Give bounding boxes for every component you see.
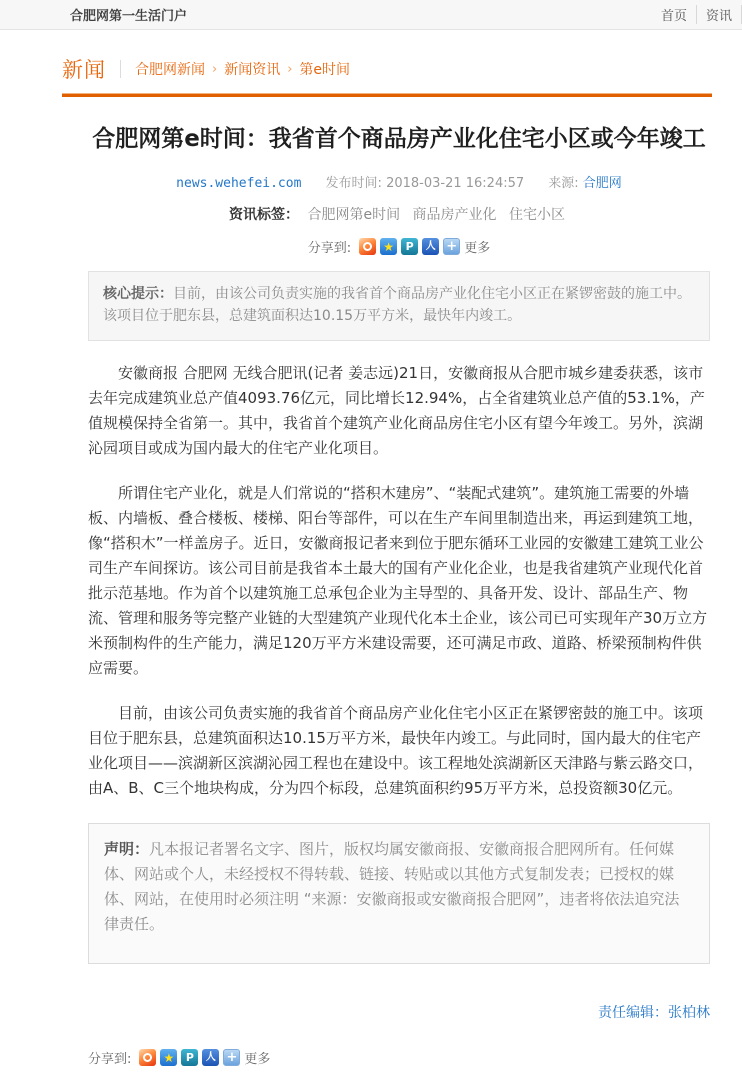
renren-share-icon[interactable]: 人 [422, 238, 439, 255]
top-nav-home[interactable]: 首页 [652, 5, 697, 24]
editor-row [88, 1002, 710, 1022]
weibo-share-icon[interactable] [359, 238, 376, 255]
paragraph: 目前，由该公司负责实施的我省首个商品房产业化住宅小区正在紧锣密鼓的施工中。该项目位于肥东县，总建筑面积达10.15万平方米，最快年内竣工。与此同时，国内最大的住宅产业化项目——滨湖新区滨湖沁园工程也在建设中。该工程地处滨湖新区天津路与紫云路交口，由A、B、C三个地块构成，分为四个标段，总建筑面积约95万平方米，总投资额30亿元。 [88, 704, 704, 797]
copyright-statement-box [88, 823, 710, 964]
paragraph: 安徽商报 合肥网 无线合肥讯(记者 姜志远)21日，安徽商报从合肥市城乡建委获悉，该市去年完成建筑业总产值4093.76亿元，同比增长12.94%，占全省建筑业总产值的53.1%，产值规模保持全省第一。其中，我省首个建筑产业化商品房住宅小区有望今年竣工。另外，滨湖沁园项目或成为国内最大的住宅产业化项目。 [88, 364, 705, 457]
article-meta [88, 172, 710, 191]
share-more-link[interactable]: 更多 [464, 241, 491, 256]
more-share-plus-icon[interactable]: + [223, 1049, 240, 1066]
breadcrumb-link-hefei-news[interactable]: 合肥网新闻 [135, 62, 205, 78]
article [88, 123, 710, 1087]
breadcrumb-separator-icon: › [287, 61, 293, 77]
publish-time [326, 176, 525, 191]
publish-time-value: 2018-03-21 16:24:57 [386, 176, 525, 191]
tags-label: 资讯标签： [229, 207, 299, 223]
article-source [548, 176, 622, 191]
statement-text: 凡本报记者署名文字、图片，版权均属安徽商报、安徽商报合肥网所有。任何媒体、网站或个人，未经授权不得转载、链接、转贴或以其他方式复制发表；已授权的媒体、网站，在使用时必须注明 “来源：安徽商报或安徽商报合肥网”，违者将依法追究法律责任。 [104, 840, 680, 933]
breadcrumb-area [62, 54, 712, 97]
publish-time-label: 发布时间: [325, 176, 387, 191]
weibo-share-icon[interactable] [139, 1049, 156, 1066]
section-rule [62, 93, 712, 97]
share-label: 分享到: [307, 241, 352, 256]
editor-label: 责任编辑： [598, 1005, 668, 1021]
breadcrumb-link-news-info[interactable]: 新闻资讯 [224, 62, 281, 78]
breadcrumb [62, 54, 712, 84]
weibo-eye-glyph [143, 1053, 152, 1062]
source-site-link[interactable]: news.wehefei.com [176, 176, 302, 191]
paragraph: 所谓住宅产业化，就是人们常说的“搭积木建房”、“装配式建筑”。建筑施工需要的外墙板、内墙板、叠合楼板、楼梯、阳台等部件，可以在生产车间里制造出来，再运到建筑工地，像“搭积木”一样盖房子。近日，安徽商报记者来到位于肥东循环工业园的安徽建工建筑工业公司生产车间探访。该公司目前是我省本土最大的国有产业化企业，也是我省建筑产业现代化首批示范基地。作为首个以建筑施工总承包企业为主导型的、具备开发、设计、部品生产、物流、管理和服务等完整产业链的大型建筑产业现代化本土企业，该公司已可实现年产30万立方米预制构件的生产能力，满足120万平方米建设需要，还可满足市政、道路、桥梁预制构件供应需要。 [88, 484, 708, 677]
core-tip-text: 目前，由该公司负责实施的我省首个商品房产业化住宅小区正在紧锣密鼓的施工中。该项目位于肥东县，总建筑面积达10.15万平方米，最快年内竣工。 [103, 286, 691, 324]
article-title: 合肥网第e时间：我省首个商品房产业化住宅小区或今年竣工 [92, 126, 706, 152]
breadcrumb-link-e-time[interactable]: 第e时间 [299, 62, 351, 78]
tag-link[interactable]: 住宅小区 [508, 207, 565, 223]
article-body [88, 361, 710, 801]
breadcrumb-divider [120, 60, 121, 78]
section-title-news[interactable]: 新闻 [62, 58, 106, 82]
top-bar [0, 0, 742, 30]
top-nav-news[interactable]: 资讯 [697, 5, 742, 24]
renren-share-icon[interactable]: 人 [202, 1049, 219, 1066]
core-tip-box [88, 271, 710, 341]
top-nav [652, 0, 742, 29]
share-bar-bottom [88, 1048, 710, 1067]
bottom-padding [88, 1067, 710, 1087]
tag-link[interactable]: 商品房产业化 [412, 207, 497, 223]
share-icons [359, 238, 460, 255]
qzone-share-icon[interactable]: ★ [160, 1049, 177, 1066]
breadcrumb-separator-icon: › [212, 61, 218, 77]
share-bar-top [88, 237, 710, 256]
qzone-share-icon[interactable]: ★ [380, 238, 397, 255]
source-label: 来源: [548, 176, 583, 191]
site-title: 合肥网第一生活门户 [70, 9, 188, 24]
share-more-link[interactable]: 更多 [244, 1052, 271, 1067]
more-share-plus-icon[interactable]: + [443, 238, 460, 255]
tag-link[interactable]: 合肥网第e时间 [307, 207, 401, 223]
share-label: 分享到: [88, 1052, 132, 1067]
weibo-eye-glyph [363, 242, 372, 251]
tags-row [88, 204, 710, 224]
editor-name-link[interactable]: 张柏林 [668, 1005, 710, 1021]
share-icons [139, 1049, 240, 1066]
breadcrumb-trail [135, 59, 350, 79]
source-link[interactable]: 合肥网 [582, 176, 622, 191]
core-tip-label: 核心提示： [103, 286, 173, 302]
statement-label: 声明： [104, 840, 150, 858]
pengyou-share-icon[interactable]: P [181, 1049, 198, 1066]
pengyou-share-icon[interactable]: P [401, 238, 418, 255]
